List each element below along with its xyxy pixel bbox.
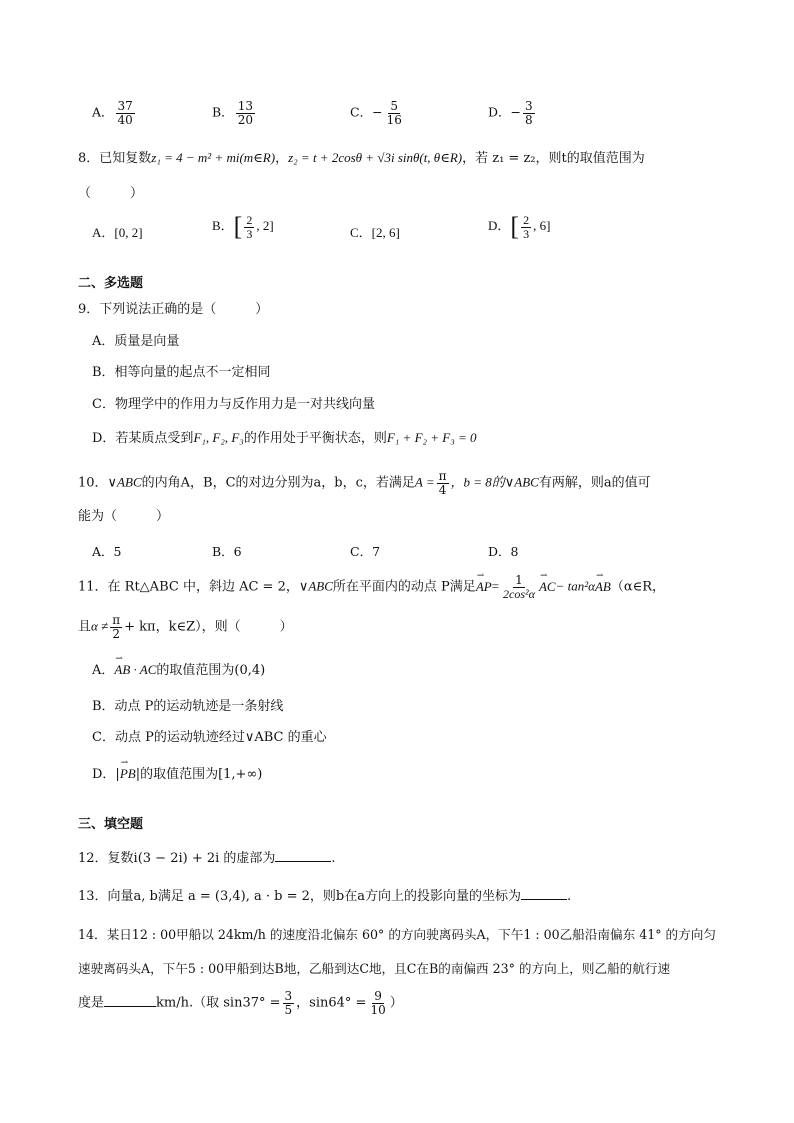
option-d: D．8 [488, 544, 519, 559]
question-9-option-d: D．若某质点受到F₁, F₂, F₃的作用处于平衡状态，则F₁ + F₂ + F₃ = 0 [92, 430, 477, 446]
question-9-option-c: C．物理学中的作用力与反作用力是一对共线向量 [92, 397, 375, 412]
question-14-line-3: 度是 km/h.（取 sin37° = $\frac{3}{5}$ ，sin64° = $\frac{9}{10}$ ） [78, 989, 403, 1017]
question-14-line-2: 速驶离码头A，下午5 : 00甲船到达B地，乙船到达C地，且C在B的南偏西 23° 的方向上，则乙船的航行速 [78, 961, 671, 976]
fraction: $\frac{13}{20}$ [237, 99, 253, 127]
question-9-option-b: B．相等向量的起点不一定相同 [92, 365, 271, 380]
option-d: D．− $\frac{3}{8}$ [488, 99, 533, 127]
question-10-stem: 10．∨ABC的内角A，B，C的对边分别为a，b，c，若满足A = $\frac{\pi}{4}$ ，b = 8的∨ABC有两解，则a的值可 [78, 469, 651, 497]
question-11-stem: 11．在 Rt△ABC 中，斜边 AC = 2，∨ABC所在平面内的动点 P满足⇀ AP= $\frac{1}{\text{2cos²α}}$ ⇀ AC− tan²α⇀ AB（α∈R， [78, 574, 665, 600]
question-8-paren: （ ） [78, 186, 144, 201]
option-a: A． $\frac{37}{40}$ [92, 99, 133, 127]
fraction: $\frac{5}{16}$ [386, 99, 402, 127]
option-d: D．[ $\frac{2}{3}$ , 6] [488, 212, 551, 242]
option-c: C．[2, 6] [350, 225, 400, 240]
option-b: B． $\frac{13}{20}$ [212, 99, 253, 127]
question-11-option-a: A．⇀ AB · AC的取值范围为(0,4) [92, 662, 265, 679]
answer-blank[interactable] [104, 994, 156, 1007]
fraction: $\frac{37}{40}$ [117, 99, 133, 127]
section-heading-multiple-choice: 二、多选题 [78, 276, 144, 291]
option-a: A．[0, 2] [92, 225, 143, 240]
question-11-option-d: D．|⇀ PB|的取值范围为[1,+∞) [92, 766, 262, 783]
question-13: 13．向量a, b满足 a = (3,4), a · b = 2，则b在a方向上的投影向量的坐标为 . [78, 889, 572, 904]
answer-blank[interactable] [275, 849, 331, 862]
question-11-option-c: C．动点 P的运动轨迹经过∨ABC 的重心 [92, 730, 327, 745]
option-c: C．− $\frac{5}{16}$ [350, 99, 402, 127]
section-heading-fill-in: 三、填空题 [78, 817, 144, 832]
fraction: $\frac{3}{8}$ [525, 99, 533, 127]
question-11-stem-cont: 且α ≠ $\frac{\pi}{2}$ + kπ，k∈Z），则（ ） [78, 613, 293, 641]
option-c: C．7 [350, 544, 381, 559]
question-14-line-1: 14．某日12 : 00甲船以 24km/h 的速度沿北偏东 60° 的方向驶离码头A，下午1 : 00乙船沿南偏东 41° 的方向匀 [78, 927, 716, 942]
answer-blank[interactable] [521, 887, 567, 900]
question-10-stem-cont: 能为（ ） [78, 509, 170, 524]
question-11-option-b: B．动点 P的运动轨迹是一条射线 [92, 699, 284, 714]
question-8-stem: 8．已知复数z₁ = 4 − m² + mi(m∈R)，z₂ = t + 2cosθ + √3i sinθ(t, θ∈R)，若 z₁ = z₂，则t的取值范围为 [78, 150, 645, 166]
question-12: 12．复数i(3 − 2i) + 2i 的虚部为 . [78, 851, 336, 866]
question-9-stem: 9．下列说法正确的是（ ） [78, 302, 269, 317]
question-9-option-a: A．质量是向量 [92, 334, 180, 349]
option-b: B．6 [212, 544, 242, 559]
option-a: A．5 [92, 544, 122, 559]
option-b: B．[ $\frac{2}{3}$ , 2] [212, 212, 274, 242]
